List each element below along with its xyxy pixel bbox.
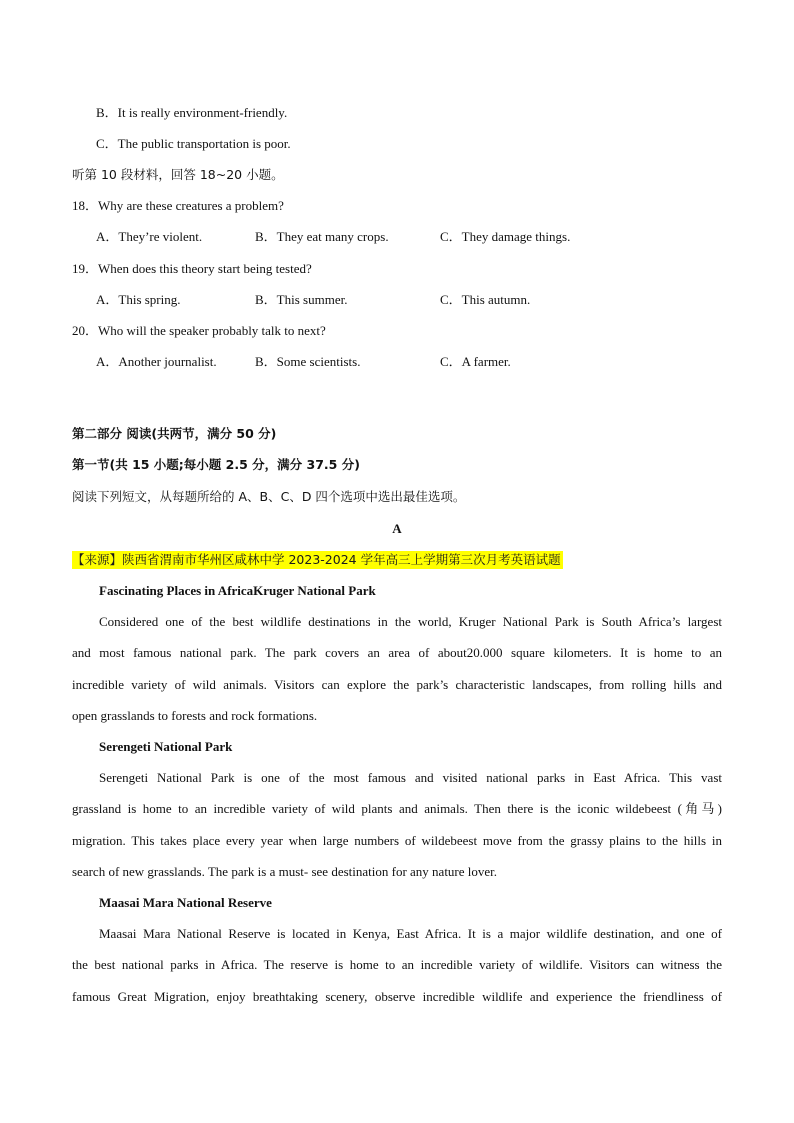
option-letter: B． [255, 229, 277, 244]
q20-option-a [96, 354, 217, 370]
option-text: A farmer. [461, 354, 511, 369]
q20-option-b [255, 354, 360, 370]
part-title: 第二部分 阅读(共两节，满分 50 分) [72, 426, 277, 441]
option-text: This autumn. [461, 292, 531, 307]
question-text: Who will the speaker probably talk to next? [98, 323, 326, 338]
q19-option-a [96, 292, 181, 308]
option-text: They damage things. [461, 229, 571, 244]
paragraph-line: open grasslands to forests and rock formations. [72, 708, 318, 723]
reading-instructions: 阅读下列短文，从每题所给的 A、B、C、D 四个选项中选出最佳选项。 [72, 489, 466, 504]
option-letter: C． [96, 136, 118, 151]
passage-title: Fascinating Places in AfricaKruger National Park [99, 583, 376, 598]
q17-option-b [96, 105, 287, 121]
option-letter: A． [96, 229, 119, 244]
option-text: It is really environment-friendly. [117, 105, 288, 120]
q19-option-c [440, 292, 530, 308]
q19-option-b [255, 292, 347, 308]
option-text: They’re violent. [118, 229, 203, 244]
paragraph-line: Considered one of the best wildlife destinations in the world, Kruger National Park is South Africa’s largest [99, 614, 722, 629]
option-letter: C． [440, 354, 462, 369]
maasai-title: Maasai Mara National Reserve [99, 895, 272, 910]
option-text: They eat many crops. [276, 229, 389, 244]
passage-letter: A [392, 521, 402, 536]
option-text: This summer. [276, 292, 348, 307]
option-letter: C． [440, 229, 462, 244]
paragraph-line: search of new grasslands. The park is a must- see destination for any nature lover. [72, 864, 498, 879]
paragraph-line: grassland is home to an incredible variety of wild plants and animals. Then there is the iconic wildebeest (角马) [72, 801, 722, 816]
question-number: 20． [72, 323, 99, 338]
question-20 [72, 323, 326, 339]
paragraph-line: the best national parks in Africa. The reserve is home to an incredible variety of wildlife. Visitors can witness the [72, 957, 722, 972]
q18-option-a [96, 229, 202, 245]
question-number: 19． [72, 261, 99, 276]
paragraph-line: Maasai Mara National Reserve is located in Kenya, East Africa. It is a major wildlife destination, and one of [99, 926, 722, 941]
q18-option-b [255, 229, 389, 245]
q17-option-c [96, 136, 291, 152]
q20-option-c [440, 354, 511, 370]
option-text: The public transportation is poor. [117, 136, 291, 151]
question-text: Why are these creatures a problem? [98, 198, 284, 213]
option-letter: C． [440, 292, 462, 307]
paragraph-line: and most famous national park. The park covers an area of about20.000 square kilometers. It is home to an [72, 645, 722, 660]
option-letter: B． [96, 105, 118, 120]
question-text: When does this theory start being tested? [98, 261, 312, 276]
question-19 [72, 261, 312, 277]
option-text: Some scientists. [276, 354, 361, 369]
question-18 [72, 198, 284, 214]
paragraph-line: migration. This takes place every year when large numbers of wildebeest move from the grassy plains to the hills in [72, 833, 722, 848]
serengeti-title: Serengeti National Park [99, 739, 233, 754]
source-highlight: 【来源】陕西省渭南市华州区咸林中学 2023-2024 学年高三上学期第三次月考英语试题 [72, 552, 561, 567]
option-letter: A． [96, 354, 119, 369]
option-letter: A． [96, 292, 119, 307]
option-text: This spring. [118, 292, 181, 307]
question-number: 18． [72, 198, 99, 213]
option-letter: B． [255, 354, 277, 369]
option-text: Another journalist. [118, 354, 217, 369]
section10-intro: 听第 10 段材料，回答 18~20 小题。 [72, 167, 284, 182]
paragraph-line: Serengeti National Park is one of the most famous and visited national parks in East Africa. This vast [99, 770, 722, 785]
paragraph-line: incredible variety of wild animals. Visitors can explore the park’s characteristic landscapes, from rolling hills and [72, 677, 722, 692]
option-letter: B． [255, 292, 277, 307]
section-title: 第一节(共 15 小题;每小题 2.5 分，满分 37.5 分) [72, 457, 360, 472]
paragraph-line: famous Great Migration, enjoy breathtaking scenery, observe incredible wildlife and experience the friendliness of [72, 989, 722, 1004]
q18-option-c [440, 229, 570, 245]
